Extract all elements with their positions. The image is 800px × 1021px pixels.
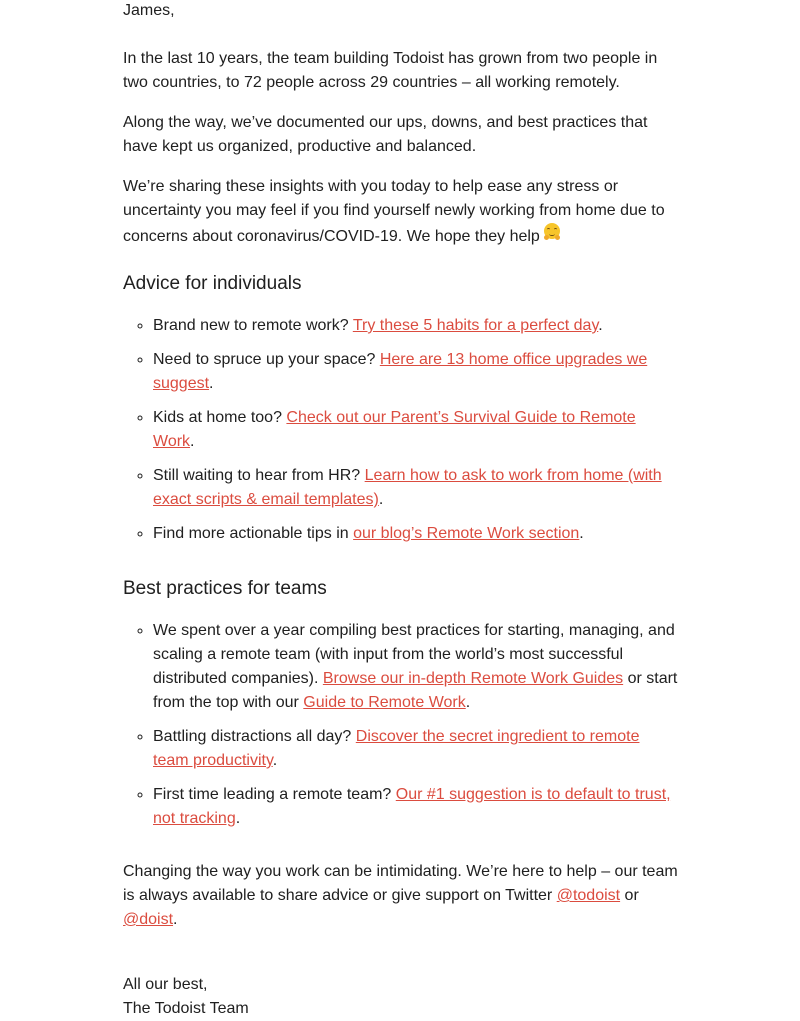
list-item bbox=[153, 314, 679, 338]
list-item-punct: . bbox=[209, 375, 214, 392]
productivity-link[interactable]: Discover the secret ingredient to remote team productivity bbox=[153, 728, 640, 769]
list-item-text: Battling distractions all day? bbox=[153, 728, 356, 745]
home-office-link[interactable]: Here are 13 home office upgrades we suggest bbox=[153, 351, 648, 392]
blog-remote-work-link[interactable]: our blog’s Remote Work section bbox=[353, 525, 580, 542]
list-item-punct: . bbox=[579, 525, 584, 542]
guide-to-remote-work-link[interactable]: Guide to Remote Work bbox=[303, 694, 466, 711]
list-item-punct: . bbox=[598, 317, 603, 334]
hugging-face-icon bbox=[544, 223, 560, 239]
closing-text-or: or bbox=[620, 887, 639, 904]
closing-punct: . bbox=[173, 911, 178, 928]
list-item-punct: . bbox=[190, 433, 195, 450]
greeting: James, bbox=[123, 2, 175, 19]
list-item-punct: . bbox=[465, 694, 471, 711]
teams-list bbox=[123, 619, 679, 831]
signature: The Todoist Team bbox=[123, 1000, 249, 1017]
ask-hr-link[interactable]: Learn how to ask to work from home (with exact scripts & email templates) bbox=[153, 467, 662, 508]
intro-paragraph-3-text: We’re sharing these insights with you today to help ease any stress or uncertainty you may feel if you find yourself newly working from home due to concerns about coronavirus/COVID-19. We hope they help bbox=[123, 178, 665, 245]
parents-guide-link[interactable]: Check out our Parent’s Survival Guide to Remote Work bbox=[153, 409, 636, 450]
list-item bbox=[153, 464, 679, 512]
email-body bbox=[123, 0, 679, 1021]
list-item-punct: . bbox=[378, 491, 384, 508]
list-item-text: First time leading a remote team? bbox=[153, 786, 396, 803]
section-title-individuals: Advice for individuals bbox=[123, 273, 302, 294]
list-item-text: We spent over a year compiling best practices for starting, managing, and scaling a remote team (with input from the world’s most successful distributed companies). bbox=[153, 622, 675, 687]
twitter-doist-link[interactable]: @doist bbox=[123, 911, 174, 928]
list-item-text: or start from the top with our bbox=[153, 670, 678, 711]
trust-not-tracking-link[interactable]: Our #1 suggestion is to default to trust, not tracking bbox=[153, 786, 671, 827]
intro-paragraph-1: In the last 10 years, the team building Todoist has grown from two people in two countries, to 72 people across 29 countries – all working remotely. bbox=[123, 50, 658, 91]
list-item-text: Brand new to remote work? bbox=[153, 317, 353, 334]
remote-work-guides-link[interactable]: Browse our in-depth Remote Work Guides bbox=[322, 670, 624, 687]
list-item bbox=[153, 348, 679, 396]
signoff: All our best, bbox=[123, 976, 208, 993]
intro-paragraph-3 bbox=[123, 175, 679, 249]
list-item-text: Still waiting to hear from HR? bbox=[153, 467, 365, 484]
list-item-text: Kids at home too? bbox=[153, 409, 287, 426]
list-item-punct: . bbox=[235, 810, 241, 827]
twitter-todoist-link[interactable]: @todoist bbox=[556, 887, 621, 904]
intro-paragraph-2: Along the way, we’ve documented our ups, downs, and best practices that have kept us organized, productive and balanced. bbox=[123, 114, 648, 155]
list-item bbox=[153, 725, 679, 773]
closing-text: Changing the way you work can be intimidating. We’re here to help – our team is always available to share advice or give support on Twitter bbox=[123, 863, 678, 904]
section-title-teams: Best practices for teams bbox=[123, 578, 327, 599]
habits-link[interactable]: Try these 5 habits for a perfect day bbox=[352, 317, 599, 334]
individuals-list bbox=[123, 314, 679, 546]
closing-paragraph bbox=[123, 860, 679, 932]
list-item bbox=[153, 619, 679, 715]
list-item-text: Find more actionable tips in bbox=[153, 525, 354, 542]
list-item bbox=[153, 783, 679, 831]
list-item-text: Need to spruce up your space? bbox=[153, 351, 380, 368]
list-item-punct: . bbox=[272, 752, 278, 769]
list-item bbox=[153, 406, 679, 454]
list-item bbox=[153, 522, 679, 546]
